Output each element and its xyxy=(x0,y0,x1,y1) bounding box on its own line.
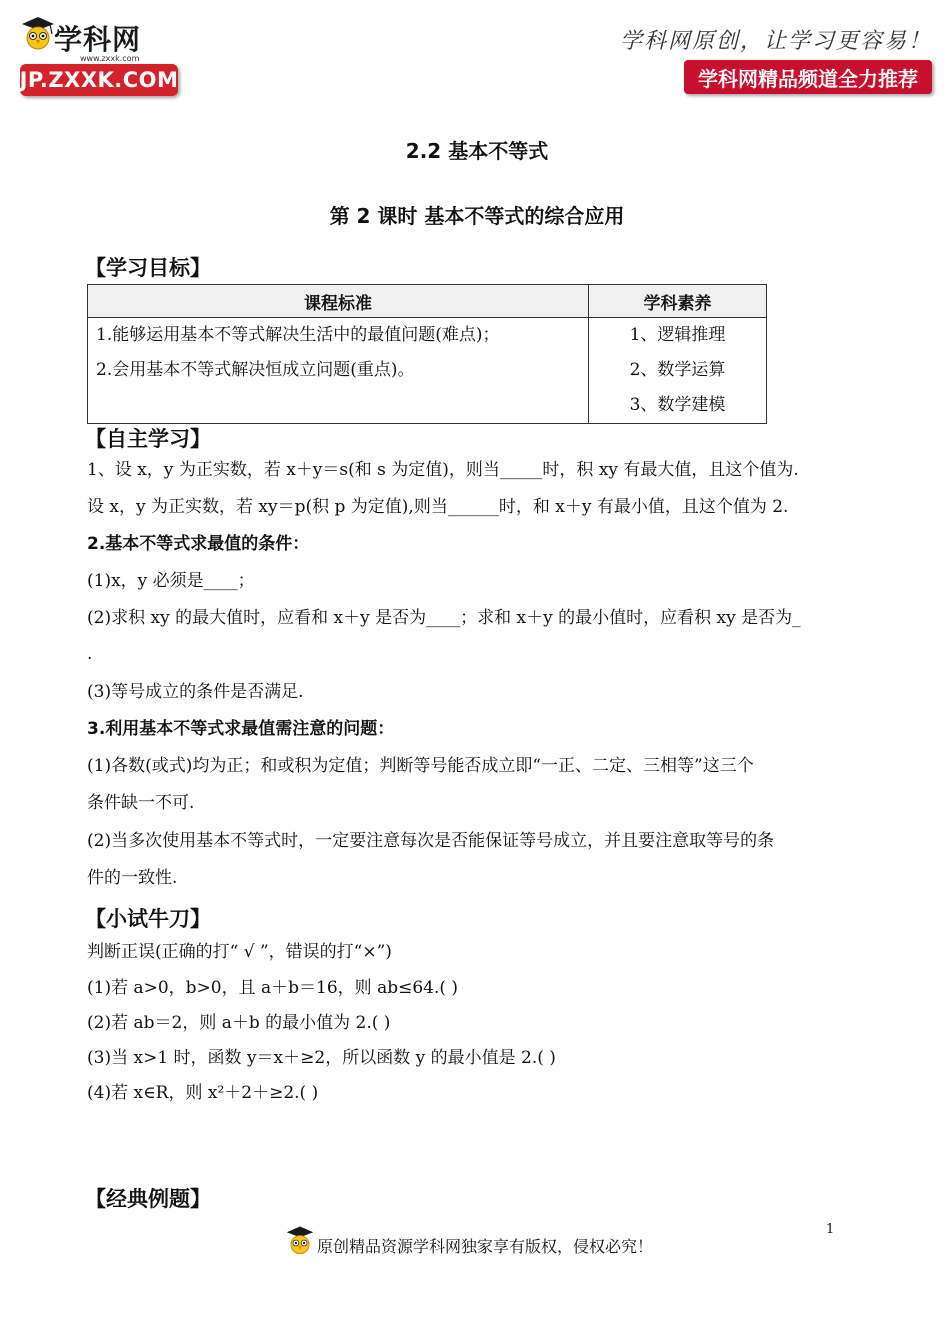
self-study-line: 1、设 x，y 为正实数，若 x＋y＝s(和 s 为定值)，则当_____时，积 xy 有最大值，且这个值为. xyxy=(87,460,799,480)
self-study-line: (1)x，y 必须是____； xyxy=(87,571,255,591)
self-study-line: 2.基本不等式求最值的条件： xyxy=(87,534,310,554)
literacy-item: 2、数学运算 xyxy=(629,360,726,380)
self-study-line: (1)各数(或式)均为正；和或积为定值；判断等号能否成立即“一正、二定、三相等”这三个 xyxy=(87,756,754,776)
logo-url: www.zxxk.com xyxy=(80,54,140,63)
literacy-item: 1、逻辑推理 xyxy=(629,325,726,345)
logo-text: 学科网 xyxy=(54,23,142,56)
trial-line: (4)若 x∈R，则 x²＋2＋≥2.( ) xyxy=(87,1083,319,1103)
mascot-icon xyxy=(285,1224,315,1262)
page-number: 1 xyxy=(826,1222,835,1237)
literacy-item: 3、数学建模 xyxy=(629,395,726,415)
standards-cell xyxy=(88,318,589,424)
standard-item: 2.会用基本不等式解决恒成立问题(重点)。 xyxy=(96,360,415,380)
trial-line: 判断正误(正确的打“ √ ”，错误的打“×”) xyxy=(87,942,392,962)
self-study-line: . xyxy=(87,644,93,664)
page-footer xyxy=(285,1224,685,1264)
col-standard-header: 课程标准 xyxy=(88,285,589,318)
self-study-line: (2)求积 xy 的最大值时，应看和 x＋y 是否为____；求和 x＋y 的最小值时，应看积 xy 是否为_ xyxy=(87,608,801,628)
self-study-line: 条件缺一不可. xyxy=(87,793,195,813)
lesson-title: 第 2 课时 基本不等式的综合应用 xyxy=(329,204,625,228)
self-study-line: 设 x，y 为正实数，若 xy＝p(积 p 为定值),则当______时，和 x＋y 有最小值，且这个值为 2. xyxy=(87,497,789,517)
zxxk-logo[interactable] xyxy=(20,14,190,100)
trial-line: (3)当 x>1 时，函数 y＝x＋≥2，所以函数 y 的最小值是 2.( ) xyxy=(87,1048,556,1068)
self-study-line: (2)当多次使用基本不等式时，一定要注意每次是否能保证等号成立，并且要注意取等号的条 xyxy=(87,831,775,851)
trial-heading: 【小试牛刀】 xyxy=(85,907,211,931)
self-study-heading: 【自主学习】 xyxy=(85,427,211,451)
logo-badge: JP.ZXXK.COM xyxy=(20,64,178,96)
self-study-line: 3.利用基本不等式求最值需注意的问题： xyxy=(87,719,395,739)
standard-item: 1.能够运用基本不等式解决生活中的最值问题(难点)； xyxy=(96,325,500,345)
self-study-line: (3)等号成立的条件是否满足. xyxy=(87,682,304,702)
col-literacy-header: 学科素养 xyxy=(589,285,767,318)
trial-line: (2)若 ab＝2，则 a＋b 的最小值为 2.( ) xyxy=(87,1013,391,1033)
examples-heading: 【经典例题】 xyxy=(85,1187,211,1211)
section-title: 2.2 基本不等式 xyxy=(405,139,549,163)
objectives-heading: 【学习目标】 xyxy=(85,256,211,280)
literacy-cell xyxy=(589,318,767,424)
trial-line: (1)若 a>0，b>0，且 a＋b＝16，则 ab≤64.( ) xyxy=(87,978,459,998)
slogan: 学科网原创，让学习更容易！ xyxy=(619,29,932,54)
page-header xyxy=(0,0,950,110)
objectives-table xyxy=(87,284,767,424)
copyright-text: 原创精品资源学科网独家享有版权，侵权必究！ xyxy=(317,1237,654,1256)
self-study-line: 件的一致性. xyxy=(87,868,178,888)
mascot-icon xyxy=(20,14,56,60)
recommend-banner[interactable]: 学科网精品频道全力推荐 xyxy=(684,60,932,94)
